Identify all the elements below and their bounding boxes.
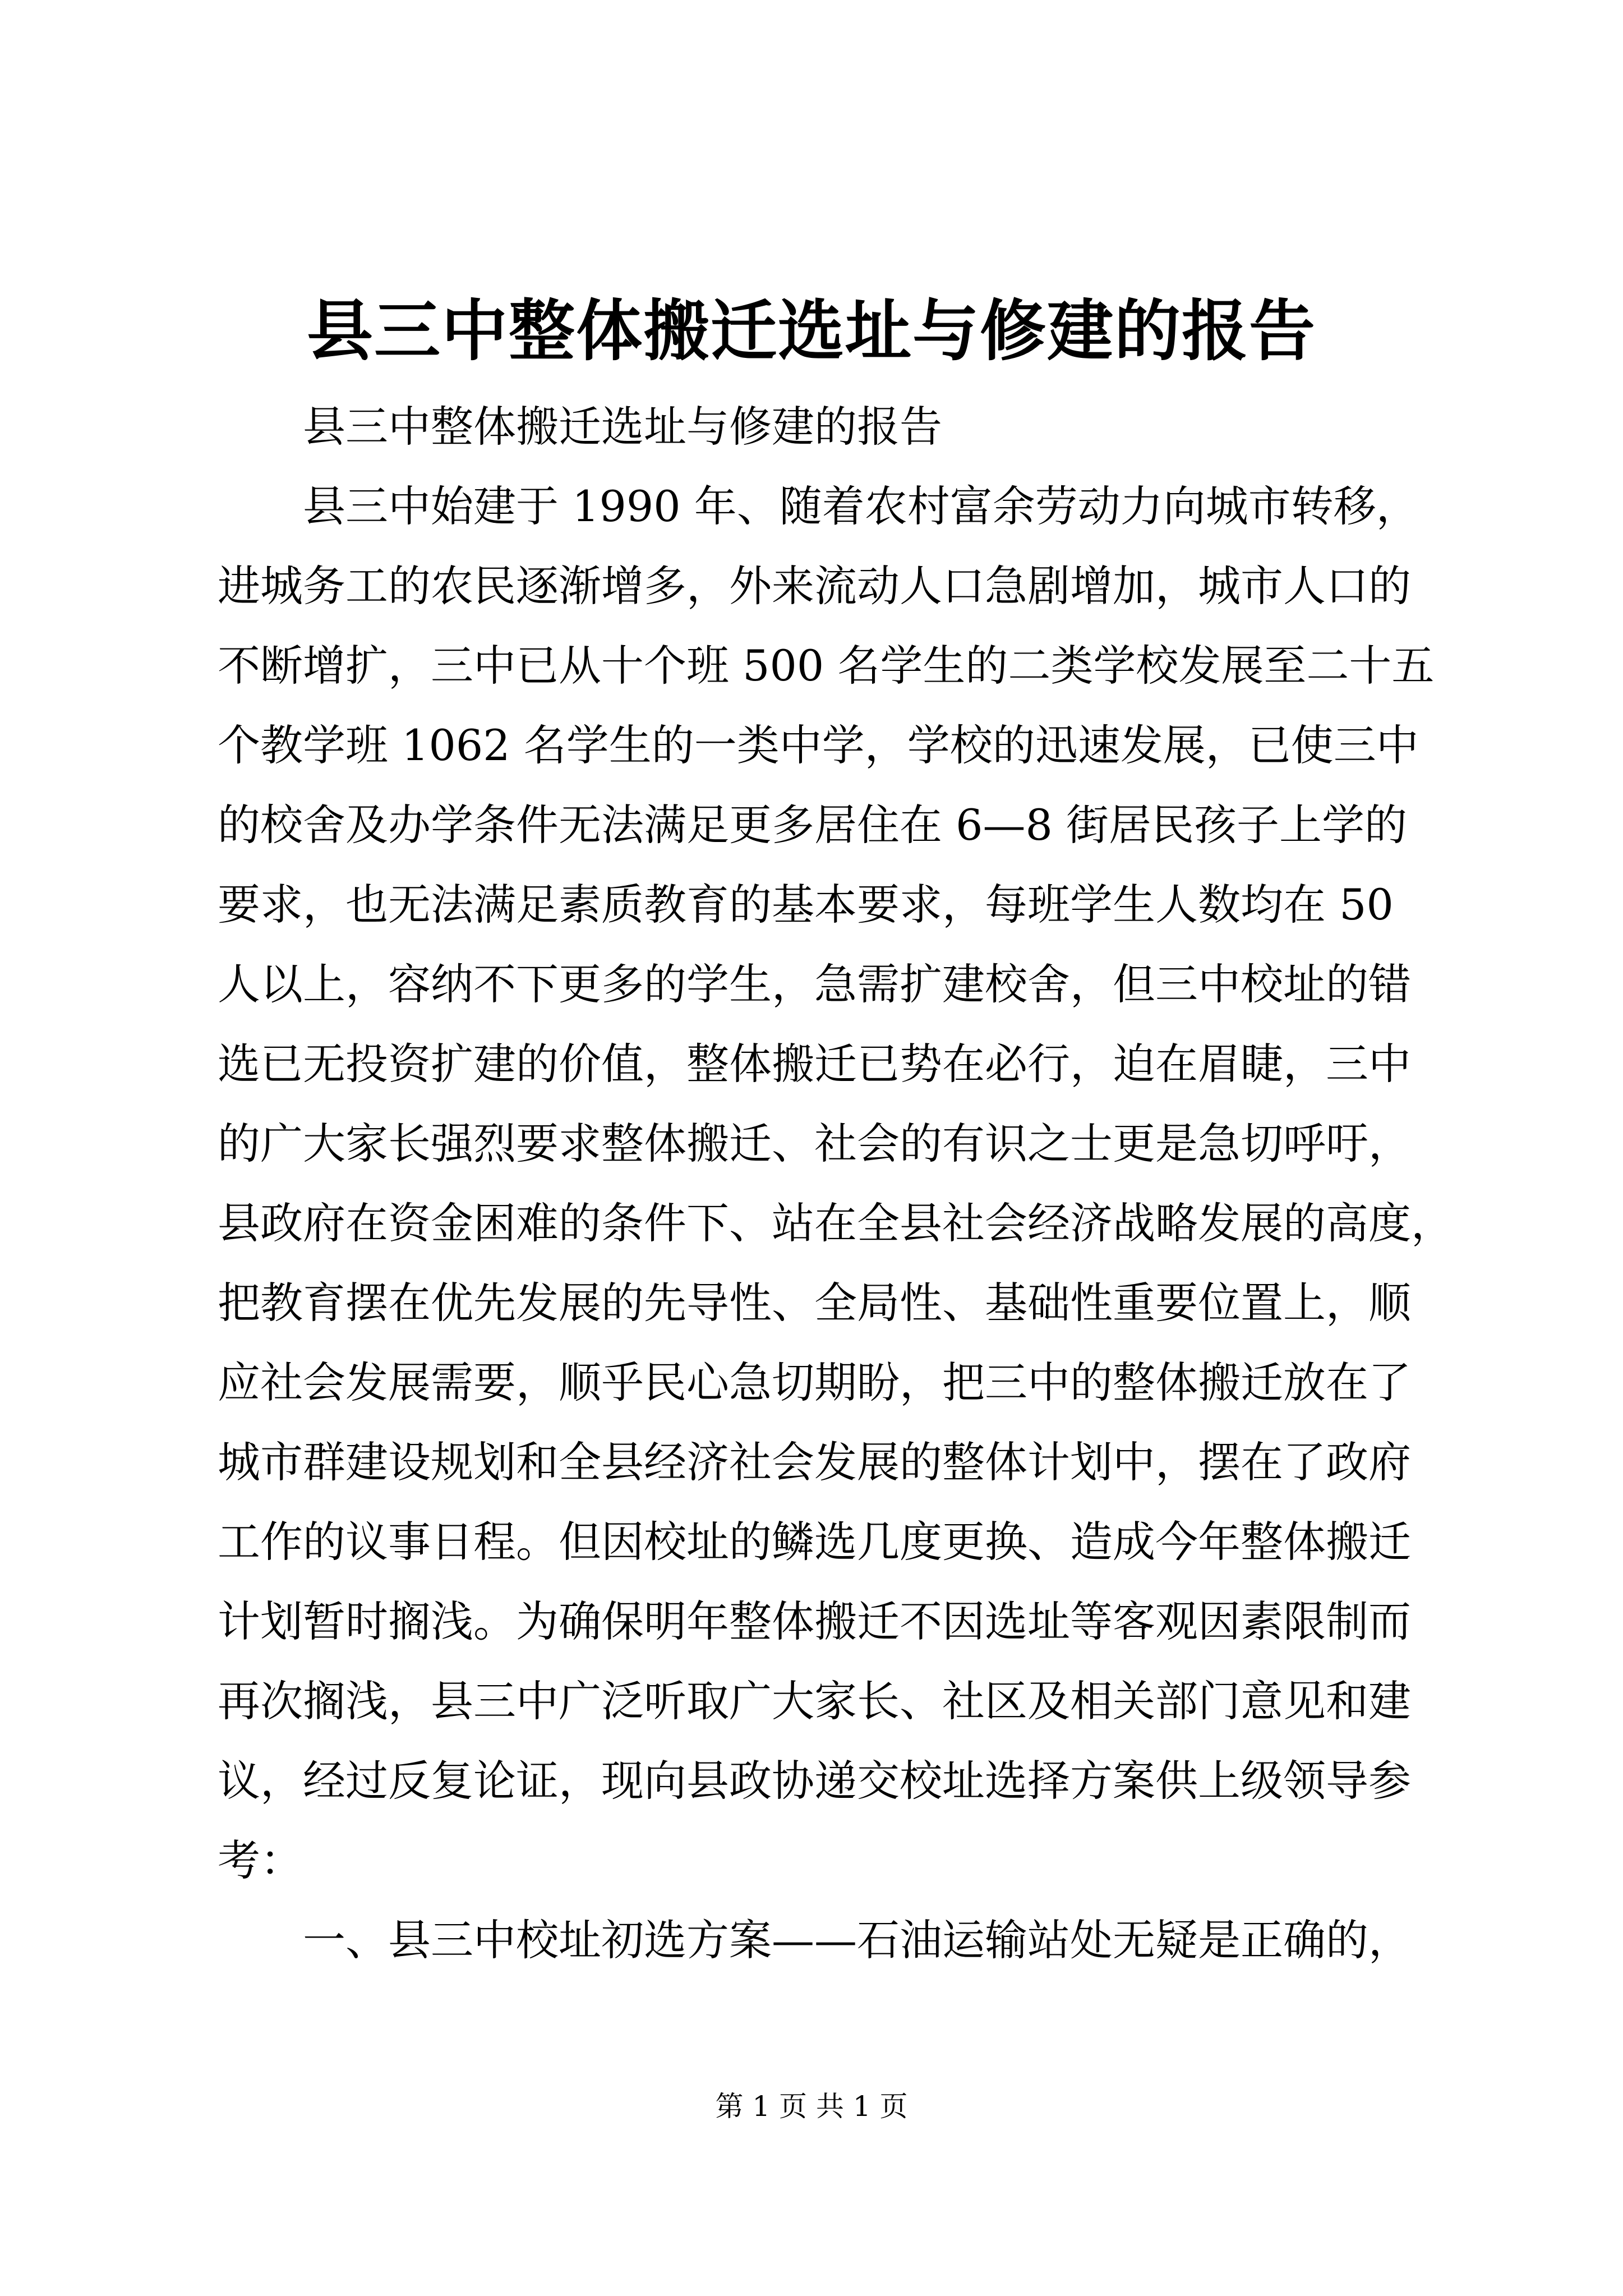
text-line: 县政府在资金困难的条件下、站在全县社会经济战略发展的高度， bbox=[218, 1198, 1454, 1248]
text-line: 城市群建设规划和全县经济社会发展的整体计划中，摆在了政府 bbox=[218, 1437, 1411, 1487]
text-line: 的校舍及办学条件无法满足更多居住在 6—8 街居民孩子上学的 bbox=[218, 800, 1408, 850]
text-line: 再次搁浅，县三中广泛听取广大家长、社区及相关部门意见和建 bbox=[218, 1676, 1411, 1726]
text-line: 的广大家长强烈要求整体搬迁、社会的有识之士更是急切呼吁， bbox=[218, 1119, 1411, 1168]
document-body bbox=[218, 387, 1454, 1980]
text-line: 考： bbox=[218, 1835, 303, 1885]
document-title: 县三中整体搬迁选址与修建的报告 bbox=[306, 292, 1316, 370]
text-line: 人以上，容纳不下更多的学生，急需扩建校舍，但三中校址的错 bbox=[218, 959, 1411, 1009]
text-line: 一、县三中校址初选方案——石油运输站处无疑是正确的， bbox=[303, 1915, 1411, 1965]
page-footer: 第 1 页 共 1 页 bbox=[715, 2090, 908, 2123]
text-line: 要求，也无法满足素质教育的基本要求，每班学生人数均在 50 bbox=[218, 880, 1394, 930]
text-line: 县三中整体搬迁选址与修建的报告 bbox=[303, 402, 942, 452]
text-line: 工作的议事日程。但因校址的鳞选几度更换、造成今年整体搬迁 bbox=[218, 1517, 1411, 1567]
text-line: 计划暂时搁浅。为确保明年整体搬迁不因选址等客观因素限制而 bbox=[218, 1596, 1411, 1646]
text-line: 不断增扩，三中已从十个班 500 名学生的二类学校发展至二十五 bbox=[218, 641, 1435, 691]
text-line: 县三中始建于 1990 年、随着农村富余劳动力向城市转移， bbox=[303, 481, 1419, 531]
text-line: 应社会发展需要，顺乎民心急切期盼，把三中的整体搬迁放在了 bbox=[218, 1358, 1411, 1407]
text-line: 议，经过反复论证，现向县政协递交校址选择方案供上级领导参 bbox=[218, 1756, 1411, 1806]
text-line: 进城务工的农民逐渐增多，外来流动人口急剧增加，城市人口的 bbox=[218, 561, 1411, 611]
text-line: 个教学班 1062 名学生的一类中学，学校的迅速发展，已使三中 bbox=[218, 720, 1419, 770]
text-line: 选已无投资扩建的价值，整体搬迁已势在必行，迫在眉睫，三中 bbox=[218, 1039, 1411, 1089]
text-line: 把教育摆在优先发展的先导性、全局性、基础性重要位置上，顺 bbox=[218, 1278, 1411, 1328]
